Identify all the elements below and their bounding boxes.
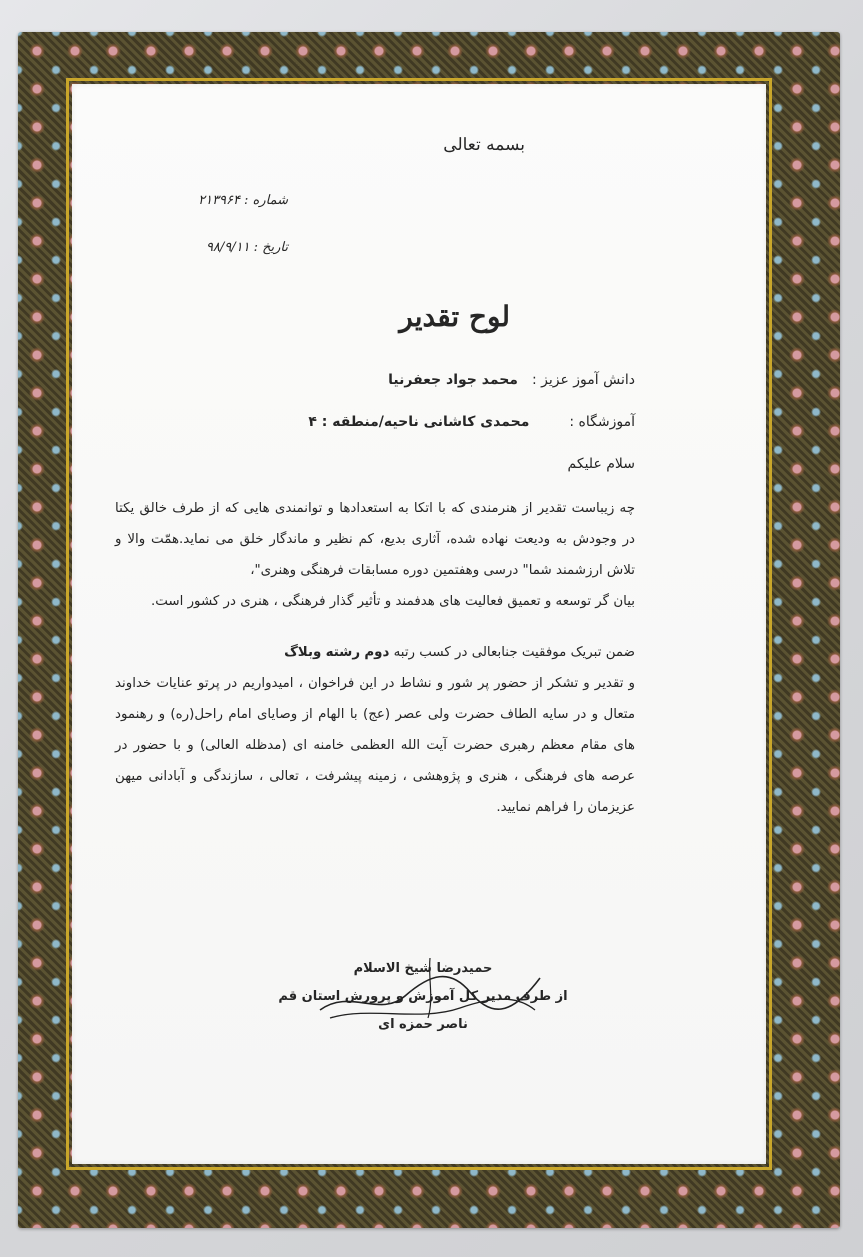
award-field-prefix: رشته (325, 645, 361, 660)
signer-name-2: ناصر حمزه ای (378, 1017, 468, 1032)
award-rank: دوم (364, 645, 390, 660)
number-label: شماره : (244, 193, 288, 208)
certificate-number (198, 193, 288, 208)
certificate-body (115, 493, 635, 823)
award-line (115, 637, 635, 668)
signer-name-1: حمیدرضا شیخ الاسلام (353, 961, 493, 976)
date-value: ۹۸/۹/۱۱ (205, 240, 250, 255)
greeting: سلام علیکم (567, 456, 635, 472)
school-field (308, 414, 635, 430)
paragraph-development: بیان گر توسعه و تعمیق فعالیت های هدفمند و تأثیر گذار فرهنگی ، هنری در کشور است. (150, 594, 635, 609)
student-field (388, 372, 635, 388)
signer-title: از طرف مدیر کل آموزش و پرورش استان قم (278, 989, 568, 1004)
number-value: ۲۱۳۹۶۴ (198, 193, 241, 208)
paragraph-closing: و تقدیر و تشکر از حضور پر شور و نشاط در این فراخوان ، امیدواریم در پرتو عنایات خداوند متعال و در سایه الطاف حضرت ولی عصر (عج) با الهام از وصایای امام راحل(ره) و رهنمود های مقام معظم رهبری حضرت آیت الله العظمی خامنه ای (مدظله العالی) و با حضور در عرصه های فرهنگی ، هنری و پژوهشی ، زمینه پیشرفت ، تعالی ، سازندگی و آبادانی میهن عزیزمان را فراهم نمایید. (115, 676, 635, 815)
signature-block (273, 955, 573, 1039)
student-name: محمد جواد جعفرنیا (388, 372, 518, 388)
student-label: دانش آموز عزیز : (531, 372, 635, 388)
award-prefix: ضمن تبریک موفقیت جنابعالی در کسب رتبه (393, 645, 635, 660)
bismillah-heading: بسمه تعالی (443, 135, 525, 155)
school-label: آموزشگاه : (569, 414, 635, 430)
date-label: تاریخ : (253, 240, 288, 255)
certificate-title: لوح تقدیر (399, 300, 510, 333)
school-name: محمدی کاشانی ناحیه/منطقه : ۴ (308, 414, 530, 430)
paragraph-appreciation: چه زیباست تقدیر از هنرمندی که با اتکا به استعدادها و توانمندی هایی که از طرف خالق یکتا در وجودش به ودیعت نهاده شده، آثاری بدیع، کم نظیر و ماندگار خلق می نماید.همّت والا و تلاش ارزشمند شما" درسی وهفتمین دوره مسابقات فرهنگی وهنری"، (115, 501, 635, 578)
certificate-date (206, 240, 288, 255)
award-field: وبلاگ (284, 645, 322, 660)
